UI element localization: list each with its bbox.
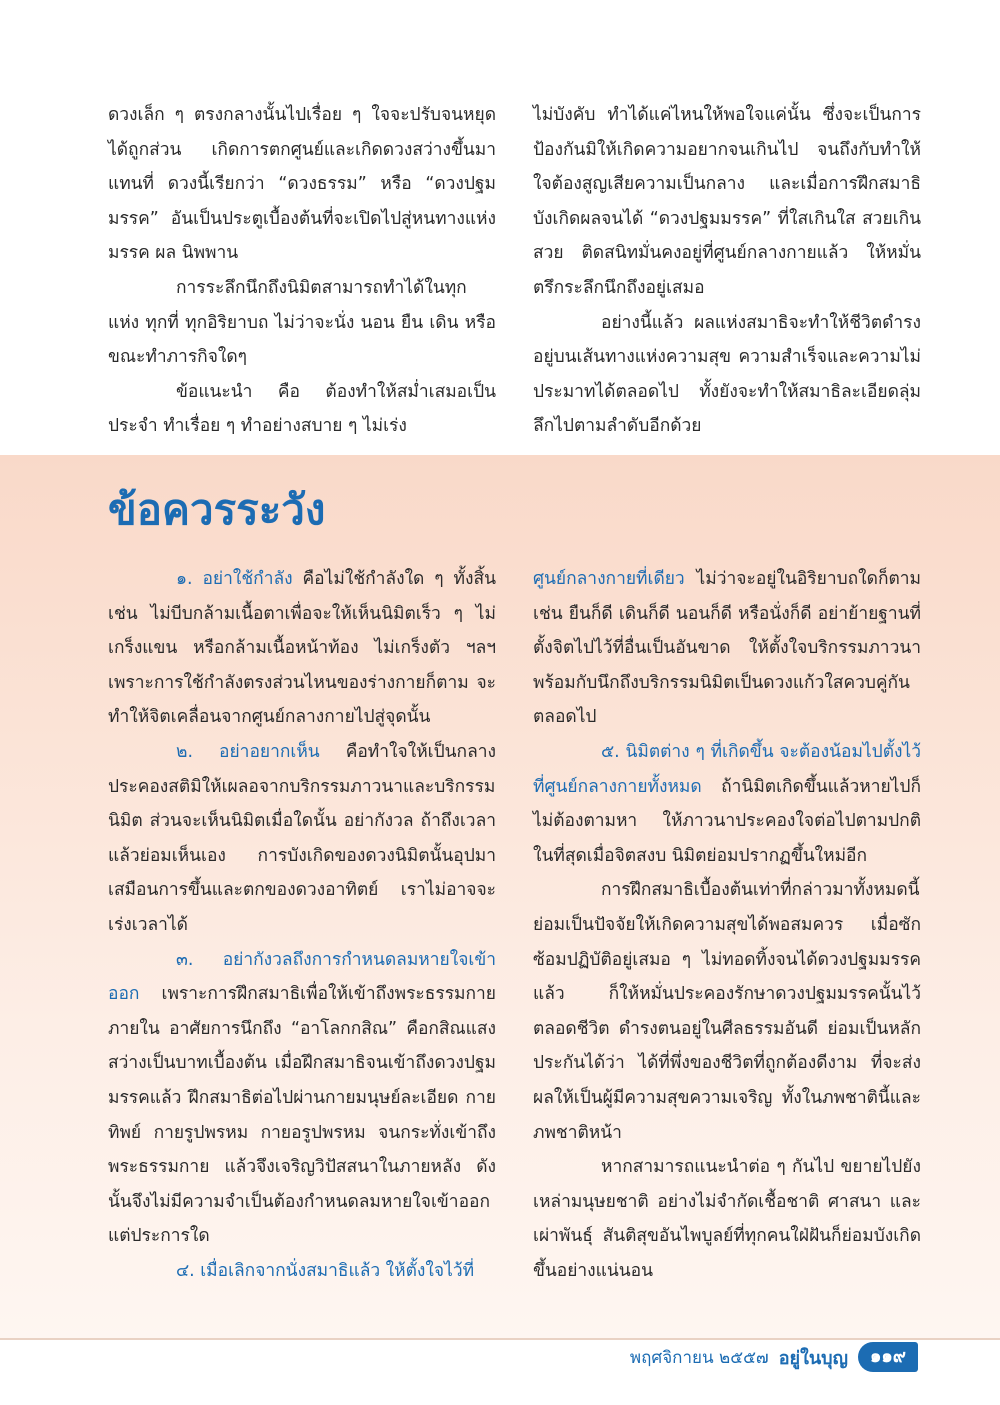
caution-item-1 bbox=[108, 562, 496, 735]
caution-item-1-heading: ๑. อย่าใช้กำลัง bbox=[176, 569, 293, 589]
paragraph: การฝึกสมาธิเบื้องต้นเท่าที่กล่าวมาทั้งหมดนี้ ย่อมเป็นปัจจัยให้เกิดความสุขได้พอสมควร เมื่อซักซ้อมปฏิบัติอยู่เสมอ ๆ ไม่ทอดทิ้งจนได้ดวงปฐมมรรคแล้ว ก็ให้หมั่นประคองรักษาดวงปฐมมรรคนั้นไว้ตลอดชีวิต ดำรงตนอยู่ในศีลธรรมอันดี ย่อมเป็นหลักประกันได้ว่า ได้ที่พึ่งของชีวิตที่ถูกต้องดีงาม ที่จะส่งผลให้เป็นผู้มีความสุขความเจริญ ทั้งในภพชาตินี้และภพชาติหน้า bbox=[533, 880, 921, 1143]
caution-item-5-heading: ๕. นิมิตต่าง ๆ ที่เกิดขึ้น จะต้องน้อมไปตั้งไว้ที่ศูนย์กลางกายทั้งหมด bbox=[533, 741, 921, 797]
caution-item-5 bbox=[533, 735, 921, 873]
section-title: ข้อควรระวัง bbox=[108, 485, 326, 534]
caution-item-2-heading: ๒. อย่าอยากเห็น bbox=[176, 741, 320, 762]
footer-rule bbox=[0, 1338, 1000, 1340]
caution-item-4-body: ไม่ว่าจะอยู่ในอิริยาบถใดก็ตาม เช่น ยืนก็ดี เดินก็ดี นอนก็ดี หรือนั่งก็ดี อย่าย้ายฐานที่ตั้งจิตไปไว้ที่อื่นเป็นอันขาด ให้ตั้งใจบริกรรมภาวนา พร้อมกับนึกถึงบริกรรมนิมิตเป็นดวงแก้วใสควบคู่กันตลอดไป bbox=[533, 569, 921, 728]
page-number: ๑๑๙ bbox=[858, 1342, 918, 1372]
bottom-left-column bbox=[108, 562, 496, 1288]
caution-item-3 bbox=[108, 943, 496, 1254]
caution-item-3-heading: ๓. อย่ากังวลถึงการกำหนดลมหายใจเข้าออก bbox=[108, 949, 496, 1005]
page-footer bbox=[630, 1342, 918, 1372]
caution-item-2-body: คือทำใจให้เป็นกลาง ประคองสติมิให้เผลอจากบริกรรมภาวนาและบริกรรมนิมิต ส่วนจะเห็นนิมิตเมื่อใดนั้น อย่ากังวล ถ้าถึงเวลาแล้วย่อมเห็นเอง การบังเกิดของดวงนิมิตนั้นอุปมาเสมือนการขึ้นและตกของดวงอาทิตย์ เราไม่อาจจะเร่งเวลาได้ bbox=[108, 741, 496, 935]
issue-date: พฤศจิกายน ๒๕๕๗ bbox=[629, 1347, 769, 1368]
magazine-name: อยู่ในบุญ bbox=[778, 1347, 848, 1369]
top-right-column bbox=[533, 98, 921, 444]
bottom-right-column bbox=[533, 562, 921, 1288]
top-left-column bbox=[108, 98, 496, 444]
caution-item-4-cont bbox=[533, 562, 921, 735]
paragraph: ไม่บังคับ ทำได้แค่ไหนให้พอใจแค่นั้น ซึ่งจะเป็นการป้องกันมิให้เกิดความอยากจนเกินไป จนถึงกับทำให้ใจต้องสูญเสียความเป็นกลาง และเมื่อการฝึกสมาธิบังเกิดผลจนได้ “ดวงปฐมมรรค” ที่ใสเกินใส สวยเกินสวย ติดสนิทมั่นคงอยู่ที่ศูนย์กลางกายแล้ว ให้หมั่นตรึกระลึกนึกถึงอยู่เสมอ bbox=[533, 105, 921, 298]
caution-item-1-body: คือไม่ใช้กำลังใด ๆ ทั้งสิ้น เช่น ไม่บีบกล้ามเนื้อตาเพื่อจะให้เห็นนิมิตเร็ว ๆ ไม่เกร็งแขน หรือกล้ามเนื้อหน้าท้อง ไม่เกร็งตัว ฯลฯ เพราะการใช้กำลังตรงส่วนไหนของร่างกายก็ตาม จะทำให้จิตเคลื่อนจากศูนย์กลางกายไปสู่จุดนั้น bbox=[108, 569, 496, 728]
paragraph: หากสามารถแนะนำต่อ ๆ กันไป ขยายไปยังเหล่ามนุษยชาติ อย่างไม่จำกัดเชื้อชาติ ศาสนา และเผ่าพันธุ์ สันติสุขอันไพบูลย์ที่ทุกคนใฝ่ฝันก็ย่อมบังเกิดขึ้นอย่างแน่นอน bbox=[533, 1157, 921, 1281]
caution-item-3-body: เพราะการฝึกสมาธิเพื่อให้เข้าถึงพระธรรมกายภายใน อาศัยการนึกถึง “อาโลกกสิณ” คือกสิณแสงสว่างเป็นบาทเบื้องต้น เมื่อฝึกสมาธิจนเข้าถึงดวงปฐมมรรคแล้ว ฝึกสมาธิต่อไปผ่านกายมนุษย์ละเอียด กายทิพย์ กายรูปพรหม กายอรูปพรหม จนกระทั่งเข้าถึงพระธรรมกาย แล้วจึงเจริญวิปัสสนาในภายหลัง ดังนั้นจึงไม่มีความจำเป็นต้องกำหนดลมหายใจเข้าออกแต่ประการใด bbox=[108, 984, 496, 1247]
paragraph: ดวงเล็ก ๆ ตรงกลางนั้นไปเรื่อย ๆ ใจจะปรับจนหยุดได้ถูกส่วน เกิดการตกศูนย์และเกิดดวงสว่างขึ้นมาแทนที่ ดวงนี้เรียกว่า “ดวงธรรม” หรือ “ดวงปฐมมรรค” อันเป็นประตูเบื้องต้นที่จะเปิดไปสู่หนทางแห่งมรรค ผล นิพพาน bbox=[108, 105, 496, 264]
caution-item-4-heading-cont: ศูนย์กลางกายที่เดียว bbox=[533, 569, 685, 589]
caution-item-4-start bbox=[108, 1254, 496, 1289]
paragraph: การระลึกนึกถึงนิมิตสามารถทำได้ในทุกแห่ง ทุกที่ ทุกอิริยาบถ ไม่ว่าจะนั่ง นอน ยืน เดิน หรือขณะทำภารกิจใดๆ bbox=[108, 277, 496, 368]
caution-item-5-body: ถ้านิมิตเกิดขึ้นแล้วหายไปก็ไม่ต้องตามหา ให้ภาวนาประคองใจต่อไปตามปกติ ในที่สุดเมื่อจิตสงบ นิมิตย่อมปรากฏขึ้นใหม่อีก bbox=[533, 776, 921, 866]
caution-item-4-heading: ๔. เมื่อเลิกจากนั่งสมาธิแล้ว ให้ตั้งใจไว้ที่ bbox=[176, 1260, 475, 1281]
paragraph: ข้อแนะนำ คือ ต้องทำให้สม่ำเสมอเป็นประจำ ทำเรื่อย ๆ ทำอย่างสบาย ๆ ไม่เร่ง bbox=[108, 381, 496, 437]
paragraph: อย่างนี้แล้ว ผลแห่งสมาธิจะทำให้ชีวิตดำรงอยู่บนเส้นทางแห่งความสุข ความสำเร็จและความไม่ประมาทได้ตลอดไป ทั้งยังจะทำให้สมาธิละเอียดลุ่มลึกไปตามลำดับอีกด้วย bbox=[533, 312, 921, 437]
caution-item-2 bbox=[108, 735, 496, 943]
